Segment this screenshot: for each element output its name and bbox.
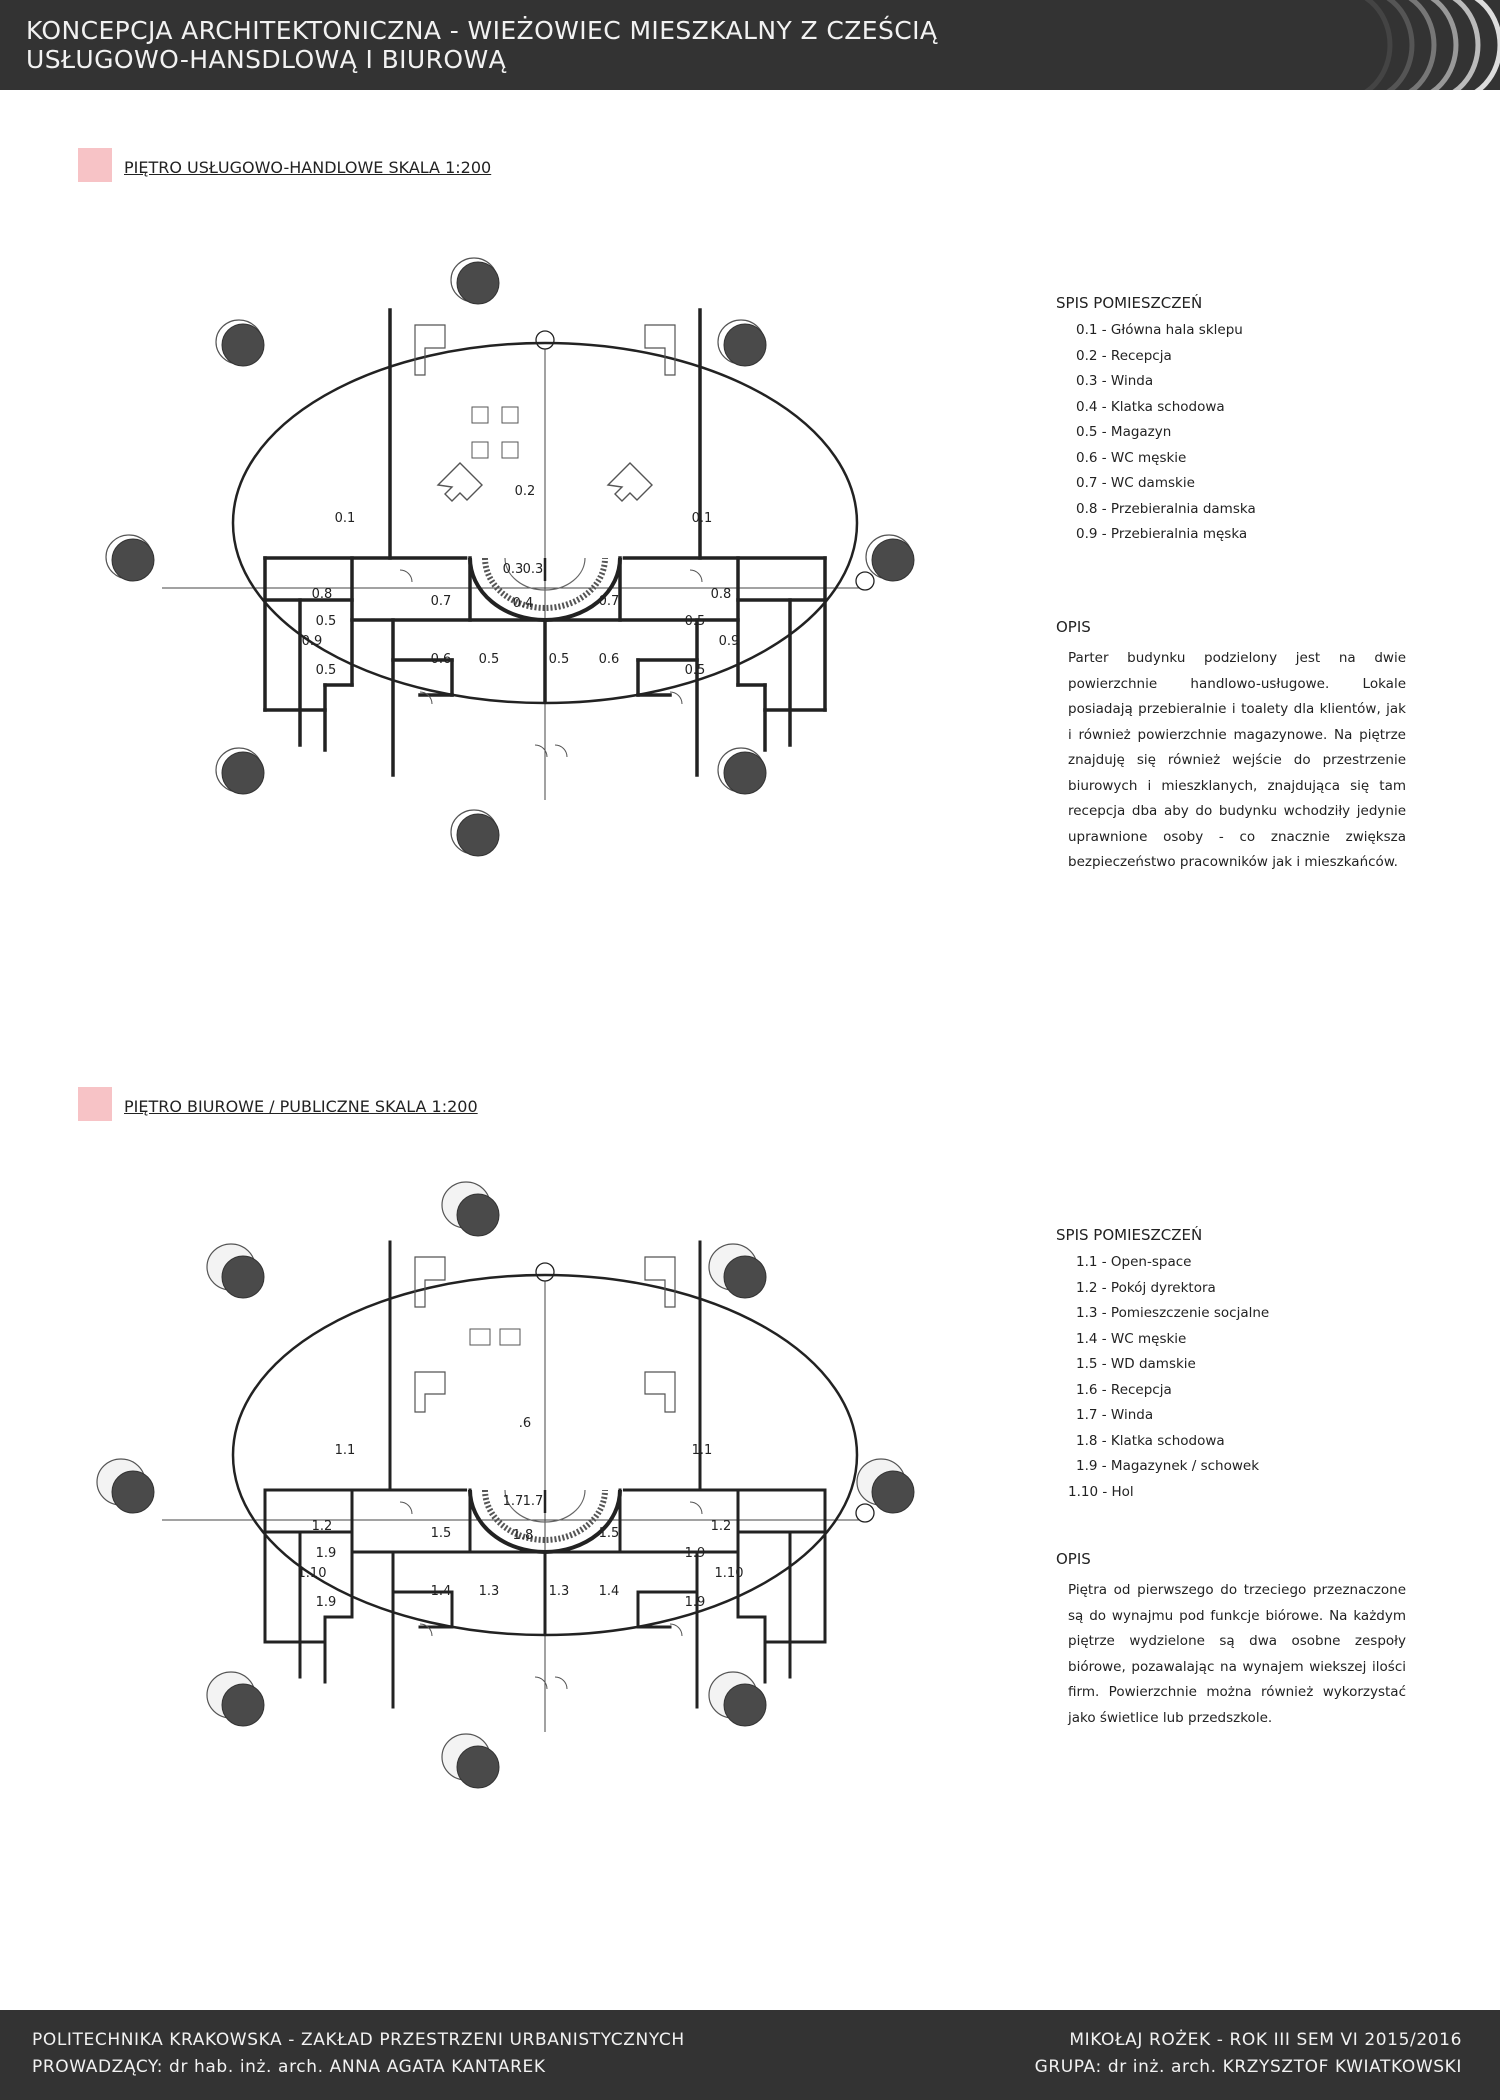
room-label: 1.1 — [334, 1443, 356, 1458]
footer-bar — [0, 2010, 1500, 2100]
room-label: 1.9 — [684, 1595, 706, 1610]
room-list-item: 0.5 - Magazyn — [1076, 424, 1172, 440]
page-title — [26, 16, 937, 74]
room-list-item: 1.6 - Recepcja — [1076, 1381, 1172, 1398]
section-2-color-swatch — [78, 1087, 112, 1121]
room-list-item: 0.9 - Przebieralnia męska — [1076, 526, 1248, 542]
desk-right — [645, 1372, 675, 1412]
column — [872, 539, 914, 581]
display-stand — [608, 463, 652, 501]
section-1-room-list-title: SPIS POMIESZCZEŃ — [1056, 294, 1203, 312]
section-2-title: PIĘTRO BIUROWE / PUBLICZNE SKALA 1:200 — [124, 1097, 478, 1116]
door-swing — [555, 1677, 567, 1689]
title-line-2: USŁUGOWO-HANSDLOWĄ I BIUROWĄ — [26, 45, 507, 74]
room-list-item: 0.1 - Główna hala sklepu — [1076, 322, 1243, 338]
room-label: 1.5 — [430, 1526, 452, 1541]
room-label: 0.5 — [684, 614, 706, 629]
chair — [502, 442, 518, 458]
room-label: 0.9 — [718, 634, 740, 649]
display-stand — [438, 463, 482, 501]
room-list-item: 0.4 - Klatka schodowa — [1076, 398, 1225, 415]
room-label: 1.3 — [478, 1584, 500, 1599]
room-label: 0.8 — [710, 587, 732, 602]
column — [457, 1194, 499, 1236]
column — [724, 1684, 766, 1726]
room-label: 0.5 — [684, 663, 706, 678]
room-list-item: 1.3 - Pomieszczenie socjalne — [1076, 1305, 1270, 1321]
section-marker — [536, 1263, 554, 1281]
room-label: 0.7 — [598, 594, 620, 609]
door-swing — [690, 570, 702, 582]
chair — [472, 407, 488, 423]
room-label: 0.6 — [598, 652, 620, 667]
floor-plan-office — [80, 1172, 980, 1792]
room-label: 1.2 — [311, 1519, 333, 1534]
room-label: 1.1 — [691, 1443, 713, 1458]
room-label: .6 — [518, 1416, 532, 1431]
column — [724, 752, 766, 794]
column — [222, 1684, 264, 1726]
room-label: 0.9 — [301, 634, 323, 649]
footer-author: MIKOŁAJ ROŻEK - ROK III SEM VI 2015/2016 — [1069, 2030, 1462, 2050]
room-label: 1.9 — [684, 1546, 706, 1561]
title-line-1: KONCEPCJA ARCHITEKTONICZNA - WIEŻOWIEC MIESZKALNY Z CZEŚCIĄ — [26, 16, 938, 45]
room-list-item: 0.7 - WC damskie — [1076, 475, 1195, 491]
section-2-description-text: Piętra od pierwszego do trzeciego przeznaczone są do wynajmu pod funkcje biórowe. Na każdym piętrze wydzielone są dwa osobne zespoły biórowe, pozawalając na wynajem wiekszej ilości firm. Powierzchnie można również wykorzystać jako świetlice lub przedszkole. — [1068, 1582, 1406, 1726]
room-label: 0.8 — [311, 587, 333, 602]
room-label: 1.3 — [548, 1584, 570, 1599]
room-label: 0.4 — [512, 596, 534, 611]
room-label: 0.3 — [502, 562, 524, 577]
floor-plan-commercial — [80, 240, 980, 860]
counter-left — [415, 325, 445, 375]
desk-left — [415, 1372, 445, 1412]
column — [222, 1256, 264, 1298]
section-marker — [856, 1504, 874, 1522]
column — [112, 1471, 154, 1513]
room-label: 0.5 — [315, 614, 337, 629]
door-swing — [555, 745, 567, 757]
section-2-description-title: OPIS — [1056, 1550, 1091, 1568]
section-2-room-list — [1056, 1226, 1416, 1505]
section-2-room-list-title: SPIS POMIESZCZEŃ — [1056, 1226, 1203, 1244]
room-list-item: 0.6 - WC męskie — [1076, 449, 1187, 466]
footer-university: POLITECHNIKA KRAKOWSKA - ZAKŁAD PRZESTRZENI URBANISTYCZNYCH — [32, 2030, 685, 2050]
room-list-item: 0.8 - Przebieralnia damska — [1076, 500, 1256, 517]
room-list-item: 0.3 - Winda — [1076, 373, 1154, 389]
room-list-item: 0.2 - Recepcja — [1076, 347, 1172, 364]
room-label: 0.7 — [430, 594, 452, 609]
room-list-item: 1.7 - Winda — [1076, 1407, 1154, 1423]
footer-supervisor: PROWADZĄCY: dr hab. inż. arch. ANNA AGATA KANTAREK — [32, 2057, 546, 2077]
column — [222, 324, 264, 366]
chair — [472, 442, 488, 458]
sofa — [500, 1329, 520, 1345]
section-1-description-title: OPIS — [1056, 618, 1091, 636]
door-swing — [670, 692, 682, 704]
section-1-title: PIĘTRO USŁUGOWO-HANDLOWE SKALA 1:200 — [124, 158, 492, 177]
room-label: 1.2 — [710, 1519, 732, 1534]
room-list-item: 1.9 - Magazynek / schowek — [1076, 1458, 1260, 1474]
door-swing — [670, 1624, 682, 1636]
room-list-item: 1.10 - Hol — [1068, 1483, 1134, 1500]
section-1-description-text: Parter budynku podzielony jest na dwie powierzchnie handlowo-usługowe. Lokale posiadają przebieralnie i toalety dla klientów, jak i również powierzchnie magazynowe. Na piętrze znajduję się również wejście do przestrzenie biurowych i mieszklanych, znajdująca się tam recepcja dba aby do budynku wchodziły jedynie uprawnione osoby - co znacznie zwiększa bezpieczeństwo pracowników jak i mieszkańców. — [1068, 650, 1406, 870]
column — [222, 752, 264, 794]
column — [457, 262, 499, 304]
room-label: 0.5 — [478, 652, 500, 667]
room-list-item: 1.8 - Klatka schodowa — [1076, 1432, 1225, 1449]
room-label: 1.9 — [315, 1546, 337, 1561]
column — [724, 324, 766, 366]
column — [112, 539, 154, 581]
door-swing — [400, 570, 412, 582]
column — [724, 1256, 766, 1298]
header-bar — [0, 0, 1500, 90]
counter-left — [415, 1257, 445, 1307]
room-label: 1.9 — [315, 1595, 337, 1610]
room-label: 1.5 — [598, 1526, 620, 1541]
chair — [502, 407, 518, 423]
column — [872, 1471, 914, 1513]
room-label: 0.2 — [514, 484, 536, 499]
section-marker — [536, 331, 554, 349]
sofa — [470, 1329, 490, 1345]
room-label: 1.4 — [598, 1584, 620, 1599]
room-label: 0.5 — [315, 663, 337, 678]
room-label: 0.1 — [691, 511, 713, 526]
room-list-item: 1.2 - Pokój dyrektora — [1076, 1279, 1216, 1296]
column — [457, 814, 499, 856]
section-1-description — [1056, 618, 1406, 876]
footer-group: GRUPA: dr inż. arch. KRZYSZTOF KWIATKOWSKI — [1034, 2057, 1462, 2077]
room-label: 0.6 — [430, 652, 452, 667]
room-list-item: 1.1 - Open-space — [1076, 1254, 1192, 1270]
door-swing — [690, 1502, 702, 1514]
section-1-color-swatch — [78, 148, 112, 182]
counter-right — [645, 325, 675, 375]
section-1-room-list — [1056, 294, 1416, 548]
room-label: 1.7 — [502, 1494, 524, 1509]
section-marker — [856, 572, 874, 590]
room-label: 0.1 — [334, 511, 356, 526]
room-label: 1.10 — [714, 1566, 744, 1581]
room-label: 1.7 — [522, 1494, 544, 1509]
room-label: 1.10 — [297, 1566, 327, 1581]
header-arcs-decoration — [1300, 0, 1500, 90]
room-label: 0.3 — [522, 562, 544, 577]
room-list-item: 1.4 - WC męskie — [1076, 1330, 1187, 1347]
door-swing — [400, 1502, 412, 1514]
room-list-item: 1.5 - WD damskie — [1076, 1356, 1196, 1372]
room-label: 1.4 — [430, 1584, 452, 1599]
room-label: 0.5 — [548, 652, 570, 667]
section-2-description — [1056, 1550, 1406, 1731]
column — [457, 1746, 499, 1788]
room-label: 1.8 — [512, 1528, 534, 1543]
counter-right — [645, 1257, 675, 1307]
